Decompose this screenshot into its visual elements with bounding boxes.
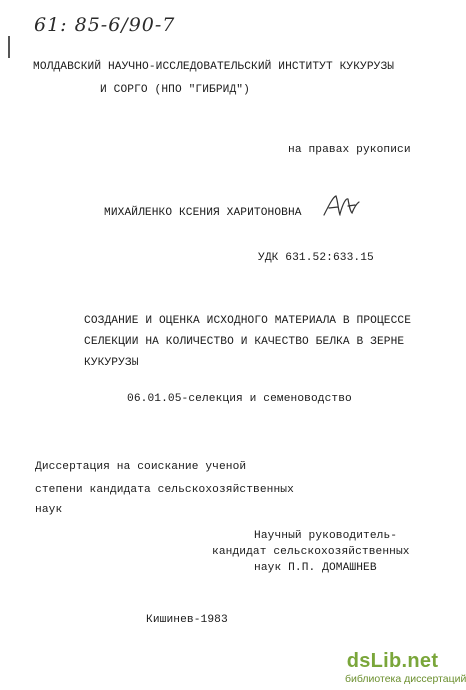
institute-line-2: И СОРГО (НПО "ГИБРИД") [100,84,250,96]
thesis-title-line-1: СОЗДАНИЕ И ОЦЕНКА ИСХОДНОГО МАТЕРИАЛА В ПРОЦЕССЕ [84,315,412,327]
udc-code: УДК 631.52:633.15 [258,252,374,264]
author-signature [322,193,362,221]
thesis-title-line-2: СЕЛЕКЦИИ НА КОЛИЧЕСТВО И КАЧЕСТВО БЕЛКА В ЗЕРНЕ [84,336,405,348]
dissertation-line-3: наук [35,504,63,516]
city-year: Кишинев-1983 [146,614,228,626]
handwritten-archive-number: 61: 85-6/90-7 [34,14,176,36]
manuscript-rights-note: на правах рукописи [288,144,411,156]
dissertation-line-2: степени кандидата сельскохозяйственных [35,484,294,496]
supervisor-line-3: наук П.П. ДОМАШНЕВ [254,562,377,574]
margin-mark [8,36,10,58]
dissertation-line-1: Диссертация на соискание ученой [35,461,247,473]
supervisor-line-2: кандидат сельскохозяйственных [212,546,410,558]
specialty-code: 06.01.05-селекция и семеноводство [127,393,352,405]
author-name: МИХАЙЛЕНКО КСЕНИЯ ХАРИТОНОВНА [104,207,302,219]
thesis-title-line-3: КУКУРУЗЫ [84,357,139,369]
watermark-tagline: библиотека диссертаций [345,673,466,685]
watermark-logo: dsLib.net [346,650,439,672]
supervisor-line-1: Научный руководитель- [254,530,398,542]
dslib-watermark [345,650,466,685]
institute-line-1: МОЛДАВСКИЙ НАУЧНО-ИССЛЕДОВАТЕЛЬСКИЙ ИНСТИТУТ КУКУРУЗЫ [33,61,395,73]
